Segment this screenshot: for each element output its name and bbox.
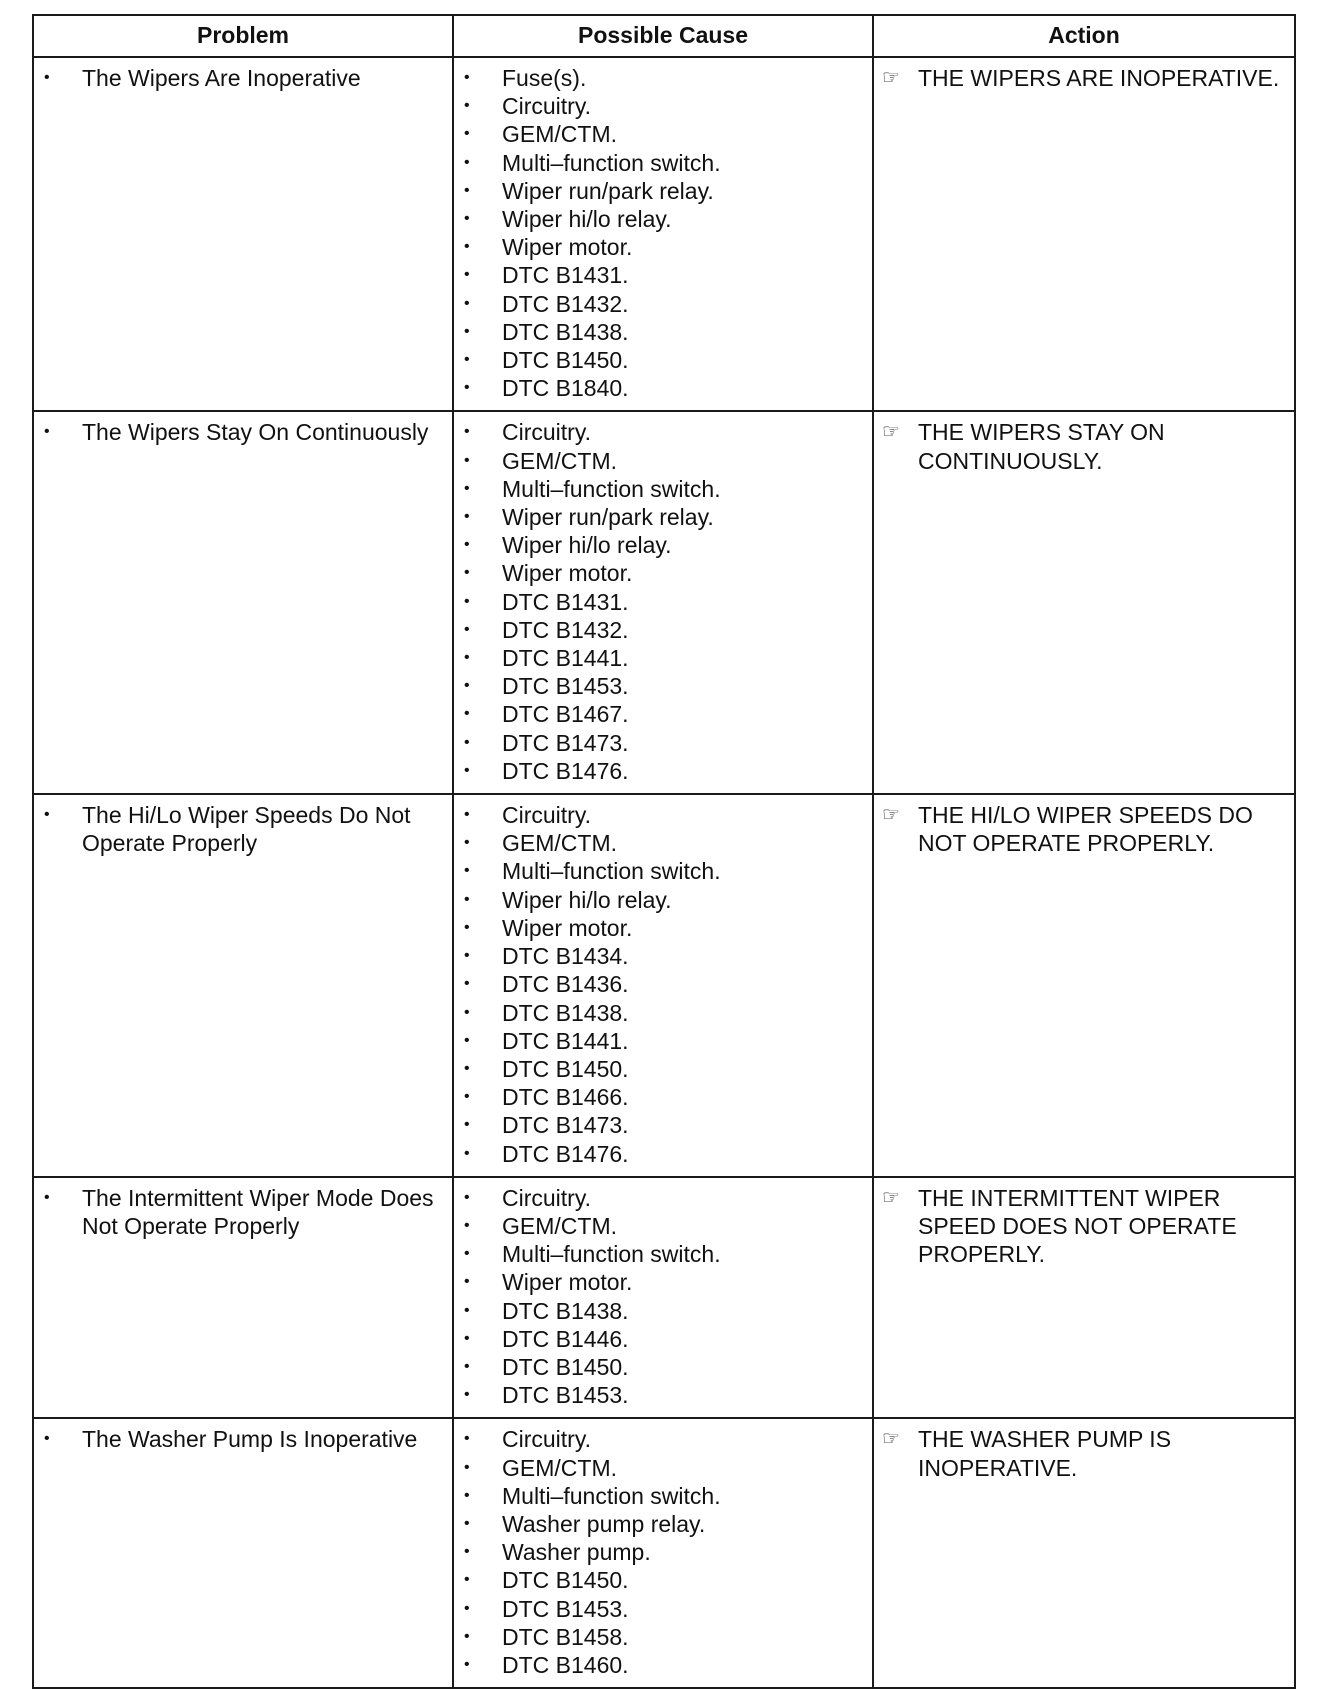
bullet-icon: • (464, 564, 470, 582)
cause-text: Wiper run/park relay. (502, 504, 714, 531)
bullet-icon: • (464, 1059, 470, 1077)
cause-item (454, 1184, 866, 1212)
cause-text: DTC B1476. (502, 757, 629, 784)
table-body (33, 57, 1295, 1688)
cause-text: Circuitry. (502, 1184, 592, 1211)
cause-text: DTC B1450. (502, 1567, 629, 1594)
bullet-icon: • (464, 210, 470, 228)
cause-text: DTC B1473. (502, 1112, 629, 1139)
cause-text: GEM/CTM. (502, 1212, 617, 1239)
bullet-icon: • (44, 1188, 50, 1206)
cause-text: Multi–function switch. (502, 475, 721, 502)
cause-text: Wiper hi/lo relay. (502, 206, 672, 233)
cause-text: DTC B1450. (502, 1353, 629, 1380)
bullet-icon: • (464, 125, 470, 143)
cause-text: DTC B1441. (502, 645, 629, 672)
cause-text: DTC B1450. (502, 347, 629, 374)
cause-item (454, 418, 866, 446)
cause-item (454, 588, 866, 616)
cause-text: DTC B1453. (502, 1382, 629, 1409)
problem-cell (33, 411, 453, 794)
action-cell (873, 1177, 1295, 1419)
cause-item (454, 672, 866, 700)
action-cell (873, 1418, 1295, 1688)
action-cell (873, 411, 1295, 794)
cause-item (454, 757, 866, 785)
cause-item (454, 1353, 866, 1381)
problem-cell (33, 794, 453, 1177)
bullet-icon: • (464, 1458, 470, 1476)
cause-text: DTC B1436. (502, 971, 629, 998)
bullet-icon: • (464, 1514, 470, 1532)
bullet-icon: • (464, 890, 470, 908)
problem-cell (33, 57, 453, 411)
problem-text: The Hi/Lo Wiper Speeds Do Not Operate Properly (82, 802, 411, 857)
cause-item (454, 1268, 866, 1296)
cause-item (454, 1111, 866, 1139)
possible-cause-cell (453, 794, 873, 1177)
cause-text: DTC B1450. (502, 1055, 629, 1082)
bullet-icon: • (464, 69, 470, 86)
cause-text: Circuitry. (502, 1426, 592, 1453)
cause-item (454, 1538, 866, 1566)
cause-text: GEM/CTM. (502, 447, 617, 474)
cause-text: DTC B1431. (502, 262, 629, 289)
cause-item (454, 1566, 866, 1594)
cause-text: Washer pump relay. (502, 1510, 706, 1537)
cause-item (454, 970, 866, 998)
cause-item (454, 149, 866, 177)
bullet-icon: • (464, 1599, 470, 1617)
cause-text: Wiper motor. (502, 914, 633, 941)
bullet-icon: • (464, 508, 470, 526)
bullet-icon: • (464, 649, 470, 667)
pointing-hand-icon: ☞ (882, 804, 900, 827)
bullet-icon: • (464, 181, 470, 199)
cause-text: DTC B1473. (502, 729, 629, 756)
table-row (33, 1177, 1295, 1419)
cause-item (454, 914, 866, 942)
cause-item (454, 1055, 866, 1083)
cause-item (454, 729, 866, 757)
cause-text: DTC B1460. (502, 1651, 629, 1678)
cause-text: DTC B1434. (502, 943, 629, 970)
bullet-icon: • (464, 705, 470, 723)
cause-text: Circuitry. (502, 93, 592, 120)
cause-text: DTC B1438. (502, 999, 629, 1026)
cause-text: DTC B1458. (502, 1623, 629, 1650)
bullet-icon: • (464, 1088, 470, 1106)
cause-text: Wiper hi/lo relay. (502, 886, 672, 913)
cause-item (454, 700, 866, 728)
bullet-icon: • (464, 834, 470, 852)
cause-item (454, 531, 866, 559)
bullet-icon: • (464, 1116, 470, 1134)
cause-item (454, 1027, 866, 1055)
table-row (33, 57, 1295, 411)
cause-item (454, 318, 866, 346)
cause-item (454, 1454, 866, 1482)
bullet-icon: • (464, 761, 470, 779)
cause-item (454, 801, 866, 829)
cause-item (454, 1297, 866, 1325)
cause-text: DTC B1453. (502, 1595, 629, 1622)
cause-text: Fuse(s). (502, 65, 587, 91)
bullet-icon: • (464, 153, 470, 171)
bullet-icon: • (464, 862, 470, 880)
pointing-hand-icon: ☞ (882, 67, 900, 89)
bullet-icon: • (464, 975, 470, 993)
cause-text: DTC B1438. (502, 1297, 629, 1324)
cause-text: Multi–function switch. (502, 149, 721, 176)
bullet-icon: • (464, 322, 470, 340)
header-problem: Problem (33, 15, 453, 57)
cause-text: Wiper hi/lo relay. (502, 532, 672, 559)
possible-cause-cell (453, 57, 873, 411)
pointing-hand-icon: ☞ (882, 1186, 900, 1209)
cause-item (454, 290, 866, 318)
cause-text: Wiper motor. (502, 234, 633, 261)
bullet-icon: • (464, 1543, 470, 1561)
cause-item (454, 1651, 866, 1679)
cause-text: DTC B1438. (502, 318, 629, 345)
cause-item (454, 886, 866, 914)
cause-text: DTC B1466. (502, 1084, 629, 1111)
cause-text: Wiper run/park relay. (502, 177, 714, 204)
bullet-icon: • (464, 423, 470, 441)
cause-text: DTC B1432. (502, 290, 629, 317)
header-row (33, 15, 1295, 57)
pointing-hand-icon: ☞ (882, 421, 900, 444)
action-text: THE WASHER PUMP IS INOPERATIVE. (918, 1426, 1172, 1481)
possible-cause-cell (453, 411, 873, 794)
cause-item (454, 644, 866, 672)
cause-text: DTC B1432. (502, 616, 629, 643)
problem-text: The Washer Pump Is Inoperative (82, 1426, 418, 1453)
cause-item (454, 1381, 866, 1409)
bullet-icon: • (464, 1386, 470, 1404)
cause-text: Wiper motor. (502, 560, 633, 587)
problem-text: The Wipers Are Inoperative (82, 65, 361, 91)
bullet-icon: • (464, 1188, 470, 1206)
bullet-icon: • (464, 351, 470, 369)
cause-text: Multi–function switch. (502, 1241, 721, 1268)
cause-text: GEM/CTM. (502, 1454, 617, 1481)
cause-item (454, 1482, 866, 1510)
bullet-icon: • (464, 1144, 470, 1162)
bullet-icon: • (464, 1357, 470, 1375)
bullet-icon: • (464, 97, 470, 115)
action-cell (873, 57, 1295, 411)
cause-text: DTC B1431. (502, 588, 629, 615)
cause-item (454, 1083, 866, 1111)
bullet-icon: • (464, 1329, 470, 1347)
action-text: THE HI/LO WIPER SPEEDS DO NOT OPERATE PROPERLY. (918, 802, 1253, 857)
table-row (33, 794, 1295, 1177)
bullet-icon: • (464, 1571, 470, 1589)
troubleshooting-table (32, 14, 1296, 1689)
cause-item (454, 120, 866, 148)
bullet-icon: • (464, 294, 470, 312)
action-text: THE INTERMITTENT WIPER SPEED DOES NOT OPERATE PROPERLY. (918, 1184, 1237, 1268)
header-action: Action (873, 15, 1295, 57)
bullet-icon: • (464, 806, 470, 824)
cause-item (454, 999, 866, 1027)
cause-text: DTC B1467. (502, 701, 629, 728)
cause-item (454, 942, 866, 970)
bullet-icon: • (464, 1031, 470, 1049)
cause-item (454, 1510, 866, 1538)
pointing-hand-icon: ☞ (882, 1428, 900, 1451)
cause-item (454, 177, 866, 205)
bullet-icon: • (464, 620, 470, 638)
cause-text: Multi–function switch. (502, 1482, 721, 1509)
cause-text: DTC B1476. (502, 1140, 629, 1167)
possible-cause-cell (453, 1418, 873, 1688)
bullet-icon: • (464, 1216, 470, 1234)
cause-item (454, 64, 866, 92)
bullet-icon: • (44, 806, 50, 824)
bullet-icon: • (464, 451, 470, 469)
cause-item (454, 1140, 866, 1168)
cause-text: Circuitry. (502, 419, 592, 446)
cause-text: GEM/CTM. (502, 121, 617, 148)
possible-cause-cell (453, 1177, 873, 1419)
cause-item (454, 1425, 866, 1453)
bullet-icon: • (464, 1003, 470, 1021)
cause-item (454, 503, 866, 531)
cause-item (454, 346, 866, 374)
cause-item (454, 829, 866, 857)
cause-item (454, 1212, 866, 1240)
bullet-icon: • (464, 1301, 470, 1319)
cause-item (454, 1623, 866, 1651)
header-possible-cause: Possible Cause (453, 15, 873, 57)
cause-item (454, 92, 866, 120)
cause-item (454, 616, 866, 644)
bullet-icon: • (464, 379, 470, 397)
cause-item (454, 559, 866, 587)
bullet-icon: • (44, 1430, 50, 1448)
cause-text: Wiper motor. (502, 1269, 633, 1296)
table-row (33, 1418, 1295, 1688)
bullet-icon: • (464, 1627, 470, 1645)
cause-item (454, 447, 866, 475)
bullet-icon: • (44, 423, 50, 441)
cause-text: DTC B1441. (502, 1027, 629, 1054)
problem-text: The Intermittent Wiper Mode Does Not Operate Properly (82, 1184, 434, 1239)
bullet-icon: • (44, 69, 50, 86)
bullet-icon: • (464, 1486, 470, 1504)
cause-text: Washer pump. (502, 1539, 651, 1566)
bullet-icon: • (464, 479, 470, 497)
cause-text: GEM/CTM. (502, 830, 617, 857)
bullet-icon: • (464, 592, 470, 610)
cause-text: DTC B1840. (502, 375, 629, 402)
action-text: THE WIPERS ARE INOPERATIVE. (918, 65, 1280, 91)
cause-item (454, 205, 866, 233)
cause-item (454, 857, 866, 885)
cause-text: Circuitry. (502, 802, 592, 829)
cause-item (454, 1595, 866, 1623)
cause-item (454, 1325, 866, 1353)
problem-cell (33, 1418, 453, 1688)
cause-item (454, 233, 866, 261)
bullet-icon: • (464, 238, 470, 256)
cause-item (454, 261, 866, 289)
bullet-icon: • (464, 1245, 470, 1263)
bullet-icon: • (464, 947, 470, 965)
bullet-icon: • (464, 266, 470, 284)
cause-item (454, 374, 866, 402)
bullet-icon: • (464, 677, 470, 695)
problem-cell (33, 1177, 453, 1419)
cause-item (454, 475, 866, 503)
bullet-icon: • (464, 536, 470, 554)
problem-text: The Wipers Stay On Continuously (82, 419, 429, 446)
table-row (33, 411, 1295, 794)
bullet-icon: • (464, 1655, 470, 1673)
action-text: THE WIPERS STAY ON CONTINUOUSLY. (918, 419, 1165, 474)
action-cell (873, 794, 1295, 1177)
cause-text: DTC B1453. (502, 673, 629, 700)
bullet-icon: • (464, 733, 470, 751)
bullet-icon: • (464, 918, 470, 936)
cause-item (454, 1240, 866, 1268)
cause-text: Multi–function switch. (502, 858, 721, 885)
bullet-icon: • (464, 1430, 470, 1448)
bullet-icon: • (464, 1273, 470, 1291)
cause-text: DTC B1446. (502, 1325, 629, 1352)
